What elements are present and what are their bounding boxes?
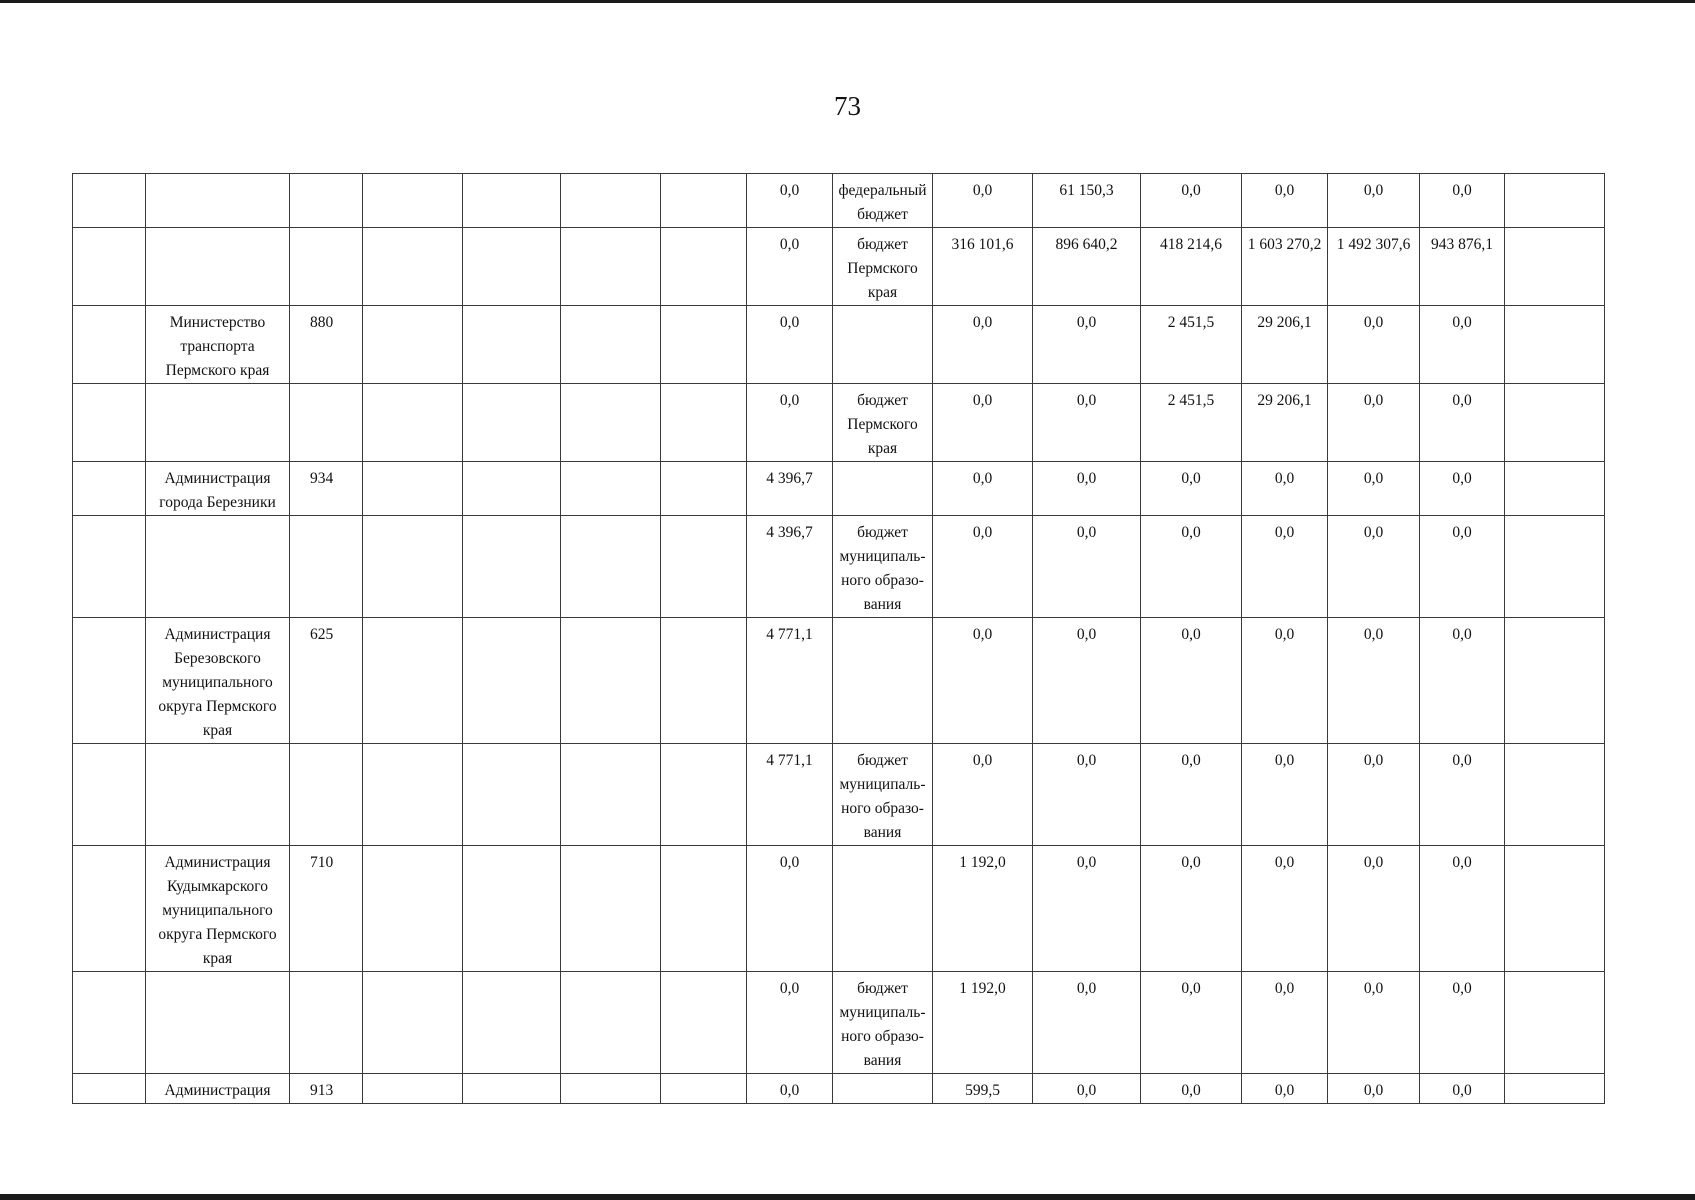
- cell-year-value-1: 0,0: [933, 462, 1033, 516]
- cell-year-value-1: 0,0: [933, 306, 1033, 384]
- cell-empty: [1505, 174, 1605, 228]
- cell-year-value-1: 599,5: [933, 1074, 1033, 1104]
- cell-empty: [363, 618, 463, 744]
- cell-organization: [146, 516, 290, 618]
- cell-empty: [1505, 846, 1605, 972]
- cell-amount: 4 771,1: [747, 618, 833, 744]
- cell-year-value-1: 1 192,0: [933, 846, 1033, 972]
- budget-table: [72, 173, 1605, 1104]
- cell-code: [290, 228, 363, 306]
- table-row: [73, 516, 1605, 618]
- cell-amount: 0,0: [747, 174, 833, 228]
- cell-year-value-5: 0,0: [1328, 174, 1420, 228]
- cell-empty: [363, 384, 463, 462]
- cell-year-value-6: 0,0: [1420, 618, 1505, 744]
- cell-empty: [561, 618, 661, 744]
- cell-organization: Администрация города Березники: [146, 462, 290, 516]
- cell-year-value-4: 0,0: [1242, 972, 1328, 1074]
- cell-year-value-4: 0,0: [1242, 618, 1328, 744]
- cell-year-value-2: 0,0: [1033, 1074, 1141, 1104]
- table-row: [73, 228, 1605, 306]
- cell-year-value-3: 0,0: [1141, 174, 1242, 228]
- cell-code: [290, 744, 363, 846]
- cell-code: 710: [290, 846, 363, 972]
- cell-year-value-1: 0,0: [933, 744, 1033, 846]
- cell-year-value-6: 0,0: [1420, 1074, 1505, 1104]
- cell-code: [290, 972, 363, 1074]
- cell-year-value-6: 0,0: [1420, 174, 1505, 228]
- cell-empty: [1505, 462, 1605, 516]
- cell-code: 934: [290, 462, 363, 516]
- cell-year-value-3: 0,0: [1141, 1074, 1242, 1104]
- cell-empty: [363, 462, 463, 516]
- cell-empty: [73, 1074, 146, 1104]
- cell-funding-source: [833, 846, 933, 972]
- cell-year-value-3: 0,0: [1141, 462, 1242, 516]
- cell-organization: Министерство транспорта Пермского края: [146, 306, 290, 384]
- cell-organization: Администрация Кудымкарского муниципального округа Пермского края: [146, 846, 290, 972]
- cell-organization: Администрация: [146, 1074, 290, 1104]
- cell-empty: [73, 846, 146, 972]
- cell-year-value-6: 0,0: [1420, 972, 1505, 1074]
- cell-year-value-4: 29 206,1: [1242, 384, 1328, 462]
- table-row: [73, 846, 1605, 972]
- cell-empty: [463, 306, 561, 384]
- cell-year-value-6: 0,0: [1420, 384, 1505, 462]
- cell-empty: [561, 228, 661, 306]
- cell-empty: [463, 744, 561, 846]
- cell-amount: 0,0: [747, 1074, 833, 1104]
- cell-year-value-2: 0,0: [1033, 972, 1141, 1074]
- cell-year-value-5: 0,0: [1328, 618, 1420, 744]
- cell-empty: [561, 846, 661, 972]
- cell-year-value-6: 0,0: [1420, 462, 1505, 516]
- cell-empty: [661, 972, 747, 1074]
- cell-year-value-3: 2 451,5: [1141, 306, 1242, 384]
- cell-funding-source: бюджет муниципаль-ного образо-вания: [833, 744, 933, 846]
- cell-funding-source: бюджет Пермского края: [833, 228, 933, 306]
- cell-year-value-5: 0,0: [1328, 306, 1420, 384]
- cell-year-value-2: 0,0: [1033, 516, 1141, 618]
- cell-year-value-6: 943 876,1: [1420, 228, 1505, 306]
- cell-empty: [363, 306, 463, 384]
- cell-year-value-6: 0,0: [1420, 846, 1505, 972]
- cell-empty: [73, 972, 146, 1074]
- cell-empty: [363, 972, 463, 1074]
- cell-year-value-4: 0,0: [1242, 744, 1328, 846]
- cell-year-value-3: 0,0: [1141, 972, 1242, 1074]
- cell-empty: [561, 462, 661, 516]
- cell-amount: 0,0: [747, 846, 833, 972]
- table-row: [73, 744, 1605, 846]
- cell-year-value-4: 0,0: [1242, 174, 1328, 228]
- cell-year-value-4: 29 206,1: [1242, 306, 1328, 384]
- cell-empty: [561, 174, 661, 228]
- cell-year-value-6: 0,0: [1420, 744, 1505, 846]
- cell-empty: [1505, 744, 1605, 846]
- cell-empty: [463, 516, 561, 618]
- table-row: [73, 306, 1605, 384]
- cell-empty: [463, 228, 561, 306]
- cell-empty: [1505, 516, 1605, 618]
- cell-amount: 0,0: [747, 228, 833, 306]
- cell-empty: [1505, 972, 1605, 1074]
- cell-empty: [363, 516, 463, 618]
- cell-year-value-3: 0,0: [1141, 516, 1242, 618]
- cell-year-value-6: 0,0: [1420, 306, 1505, 384]
- cell-empty: [73, 516, 146, 618]
- cell-funding-source: [833, 1074, 933, 1104]
- cell-year-value-4: 0,0: [1242, 516, 1328, 618]
- scan-edge-top: [0, 0, 1695, 3]
- cell-amount: 4 771,1: [747, 744, 833, 846]
- cell-empty: [561, 306, 661, 384]
- cell-empty: [661, 1074, 747, 1104]
- cell-empty: [463, 462, 561, 516]
- cell-amount: 0,0: [747, 972, 833, 1074]
- cell-empty: [73, 228, 146, 306]
- cell-empty: [463, 174, 561, 228]
- page-number: 73: [834, 91, 861, 121]
- cell-amount: 0,0: [747, 306, 833, 384]
- table-row: [73, 972, 1605, 1074]
- cell-year-value-5: 0,0: [1328, 744, 1420, 846]
- cell-empty: [463, 1074, 561, 1104]
- cell-year-value-5: 0,0: [1328, 972, 1420, 1074]
- cell-empty: [661, 846, 747, 972]
- cell-empty: [463, 618, 561, 744]
- cell-funding-source: бюджет муниципаль-ного образо-вания: [833, 516, 933, 618]
- cell-empty: [463, 972, 561, 1074]
- cell-year-value-2: 0,0: [1033, 384, 1141, 462]
- cell-year-value-3: 0,0: [1141, 744, 1242, 846]
- cell-year-value-5: 0,0: [1328, 462, 1420, 516]
- cell-empty: [661, 228, 747, 306]
- cell-code: 880: [290, 306, 363, 384]
- cell-empty: [363, 174, 463, 228]
- cell-year-value-2: 896 640,2: [1033, 228, 1141, 306]
- cell-empty: [561, 384, 661, 462]
- cell-funding-source: [833, 306, 933, 384]
- cell-funding-source: бюджет Пермского края: [833, 384, 933, 462]
- cell-year-value-6: 0,0: [1420, 516, 1505, 618]
- cell-code: 625: [290, 618, 363, 744]
- cell-year-value-3: 418 214,6: [1141, 228, 1242, 306]
- cell-year-value-2: 0,0: [1033, 618, 1141, 744]
- cell-year-value-2: 0,0: [1033, 306, 1141, 384]
- cell-empty: [1505, 1074, 1605, 1104]
- cell-year-value-3: 2 451,5: [1141, 384, 1242, 462]
- cell-empty: [1505, 228, 1605, 306]
- cell-empty: [73, 306, 146, 384]
- cell-code: [290, 174, 363, 228]
- cell-empty: [1505, 618, 1605, 744]
- cell-empty: [73, 384, 146, 462]
- cell-empty: [1505, 306, 1605, 384]
- cell-empty: [1505, 384, 1605, 462]
- cell-empty: [661, 516, 747, 618]
- cell-amount: 0,0: [747, 384, 833, 462]
- cell-year-value-3: 0,0: [1141, 618, 1242, 744]
- cell-year-value-5: 0,0: [1328, 384, 1420, 462]
- cell-year-value-4: 1 603 270,2: [1242, 228, 1328, 306]
- cell-empty: [73, 462, 146, 516]
- cell-year-value-5: 1 492 307,6: [1328, 228, 1420, 306]
- cell-year-value-2: 0,0: [1033, 846, 1141, 972]
- cell-empty: [463, 384, 561, 462]
- cell-empty: [661, 744, 747, 846]
- cell-organization: [146, 384, 290, 462]
- cell-year-value-2: 61 150,3: [1033, 174, 1141, 228]
- cell-year-value-5: 0,0: [1328, 1074, 1420, 1104]
- cell-year-value-1: 1 192,0: [933, 972, 1033, 1074]
- table-row: [73, 462, 1605, 516]
- cell-organization: [146, 228, 290, 306]
- cell-empty: [73, 618, 146, 744]
- cell-year-value-2: 0,0: [1033, 462, 1141, 516]
- cell-empty: [463, 846, 561, 972]
- cell-year-value-5: 0,0: [1328, 516, 1420, 618]
- cell-empty: [73, 174, 146, 228]
- cell-year-value-4: 0,0: [1242, 846, 1328, 972]
- cell-amount: 4 396,7: [747, 462, 833, 516]
- cell-empty: [561, 1074, 661, 1104]
- cell-empty: [73, 744, 146, 846]
- cell-organization: [146, 744, 290, 846]
- cell-empty: [561, 516, 661, 618]
- cell-year-value-1: 316 101,6: [933, 228, 1033, 306]
- cell-funding-source: бюджет муниципаль-ного образо-вания: [833, 972, 933, 1074]
- cell-code: [290, 516, 363, 618]
- cell-funding-source: [833, 462, 933, 516]
- cell-year-value-1: 0,0: [933, 618, 1033, 744]
- cell-year-value-1: 0,0: [933, 174, 1033, 228]
- cell-year-value-4: 0,0: [1242, 462, 1328, 516]
- cell-organization: [146, 972, 290, 1074]
- cell-empty: [363, 228, 463, 306]
- cell-year-value-5: 0,0: [1328, 846, 1420, 972]
- cell-funding-source: федеральный бюджет: [833, 174, 933, 228]
- cell-code: [290, 384, 363, 462]
- cell-year-value-1: 0,0: [933, 516, 1033, 618]
- cell-funding-source: [833, 618, 933, 744]
- cell-amount: 4 396,7: [747, 516, 833, 618]
- cell-organization: Администрация Березовского муниципального округа Пермского края: [146, 618, 290, 744]
- cell-empty: [661, 384, 747, 462]
- cell-empty: [363, 744, 463, 846]
- table-row: [73, 618, 1605, 744]
- scan-edge-bottom: [0, 1194, 1695, 1200]
- cell-empty: [661, 618, 747, 744]
- cell-empty: [363, 1074, 463, 1104]
- cell-organization: [146, 174, 290, 228]
- cell-empty: [661, 306, 747, 384]
- cell-empty: [363, 846, 463, 972]
- cell-empty: [661, 174, 747, 228]
- cell-year-value-2: 0,0: [1033, 744, 1141, 846]
- cell-year-value-3: 0,0: [1141, 846, 1242, 972]
- cell-year-value-1: 0,0: [933, 384, 1033, 462]
- cell-empty: [561, 744, 661, 846]
- table-row: [73, 384, 1605, 462]
- table-row: [73, 1074, 1605, 1104]
- cell-empty: [661, 462, 747, 516]
- table-row: [73, 174, 1605, 228]
- cell-empty: [561, 972, 661, 1074]
- cell-year-value-4: 0,0: [1242, 1074, 1328, 1104]
- cell-code: 913: [290, 1074, 363, 1104]
